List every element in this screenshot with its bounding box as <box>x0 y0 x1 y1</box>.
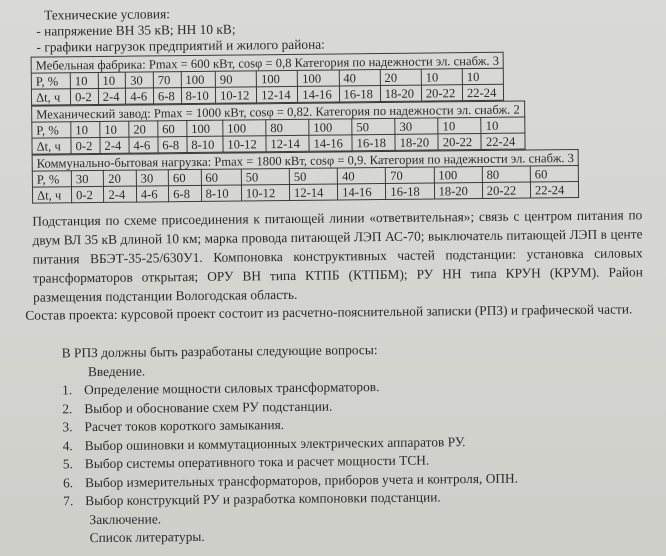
item-text: Определение мощности силовых трансформаторов. <box>84 379 380 398</box>
table-caption: Механический завод: Pmax = 1000 кВт, cosφ = 0,82. Категория по надежности эл. снабж. 2 <box>32 101 525 122</box>
item-text: Выбор конструкций РУ и разработка компоновки подстанции. <box>85 489 441 509</box>
table-cell: 2-4 <box>98 88 126 104</box>
table-cell: 2-4 <box>100 137 129 153</box>
item-number: 1. <box>62 382 73 398</box>
table-cell: 12-14 <box>257 86 298 102</box>
table-cell: 4-6 <box>136 186 169 202</box>
table-cell: 12-14 <box>289 184 337 201</box>
table-cell: 0-2 <box>71 186 104 202</box>
table-cell: 100 <box>298 70 339 86</box>
table-cell: 8-10 <box>187 136 223 152</box>
table-cell: 14-16 <box>309 135 352 151</box>
table-cell: 6-8 <box>153 88 181 104</box>
table-cell: 4-6 <box>129 137 158 153</box>
project-paragraph: Состав проекта: курсовой проект состоит из расчетно-пояснительной записки (РПЗ) и графической части. <box>25 301 633 323</box>
item-number: 7. <box>63 493 74 509</box>
item-text: Выбор и обоснование схем РУ подстанции. <box>84 398 333 416</box>
load-table-furniture <box>31 52 505 106</box>
conditions-graphs: - графики нагрузок предприятий и жилого района: <box>36 36 325 55</box>
table-cell: 18-20 <box>434 182 482 199</box>
row-label: P, % <box>32 122 71 138</box>
load-table-communal <box>32 149 580 204</box>
table-cell: 18-20 <box>380 85 421 101</box>
table-cell: 20 <box>380 69 421 85</box>
table-cell: 6-8 <box>158 137 187 153</box>
table-cell: 100 <box>434 166 482 183</box>
item-number: 4. <box>62 437 73 453</box>
table-cell: 10-12 <box>215 87 256 103</box>
row-label: Δt, ч <box>31 89 70 105</box>
rpz-contents <box>62 340 519 548</box>
table-cell: 40 <box>337 167 385 184</box>
load-table-mechanical <box>31 101 525 155</box>
table-cell: 2-4 <box>104 186 137 202</box>
table-cell: 100 <box>187 120 223 136</box>
conditions-title: Технические условия: <box>44 6 171 23</box>
table-cell: 70 <box>386 167 434 184</box>
table-cell: 100 <box>223 120 266 136</box>
table-cell: 20-22 <box>482 182 530 199</box>
table-cell: 10 <box>71 121 100 137</box>
table-cell: 30 <box>395 118 438 134</box>
item-number: 5. <box>62 456 73 472</box>
item-text: Расчет токов короткого замыкания. <box>84 417 285 435</box>
table-cell: 18-20 <box>395 134 438 150</box>
item-number: 6. <box>62 474 74 490</box>
table-cell: 20 <box>129 121 158 137</box>
table-cell: 70 <box>153 72 181 88</box>
table-cell: 22-24 <box>462 84 503 100</box>
item-text: Выбор измерительных трансформаторов, приборов учета и контроля, ОПН. <box>84 470 519 490</box>
table-cell: 10 <box>70 72 98 88</box>
table-cell: 50 <box>241 168 289 185</box>
table-cell: 20 <box>104 170 137 186</box>
conditions-voltage: - напряжение ВН 35 кВ; НН 10 кВ; <box>36 21 236 39</box>
table-cell: 90 <box>215 71 256 87</box>
conclusion-item: Заключение. <box>89 510 162 527</box>
table-cell: 16-18 <box>339 86 380 102</box>
table-cell: 4-6 <box>126 88 154 104</box>
table-cell: 10-12 <box>223 136 266 152</box>
rpz-intro: В РПЗ должны быть разработаны следующие вопросы: <box>61 342 378 361</box>
table-cell: 10 <box>100 121 129 137</box>
item-text: Выбор системы оперативного тока и расчет мощности ТСН. <box>84 452 430 472</box>
table-cell: 14-16 <box>298 86 339 102</box>
table-cell: 10 <box>481 117 524 133</box>
row-label: P, % <box>31 73 70 89</box>
table-cell: 8-10 <box>181 87 216 103</box>
table-cell: 0-2 <box>70 88 98 104</box>
table-cell: 30 <box>71 170 104 186</box>
table-cell: 100 <box>256 70 297 86</box>
table-cell: 50 <box>289 168 337 185</box>
table-cell: 100 <box>309 119 352 135</box>
table-caption: Мебельная фабрика: Pmax = 600 кВт, cosφ = 0,8 Категория по надежности эл. снабж. 3 <box>31 52 503 73</box>
intro-item: Введение. <box>87 363 146 379</box>
item-number: 3. <box>62 419 73 435</box>
row-label: Δt, ч <box>32 187 71 203</box>
item-text: Выбор ошиновки и коммутационных электрических аппаратов РУ. <box>84 433 466 453</box>
table-cell: 10 <box>421 69 462 85</box>
table-cell: 80 <box>266 119 309 135</box>
table-cell: 60 <box>530 165 579 182</box>
table-cell: 10 <box>462 68 503 84</box>
table-cell: 50 <box>352 118 395 134</box>
table-cell: 60 <box>168 169 201 185</box>
table-cell: 16-18 <box>386 183 434 200</box>
table-cell: 22-24 <box>481 133 524 149</box>
table-cell: 16-18 <box>352 134 395 150</box>
table-cell: 30 <box>126 72 154 88</box>
table-cell: 8-10 <box>201 185 241 201</box>
table-cell: 80 <box>482 166 530 183</box>
table-cell: 22-24 <box>530 181 579 198</box>
table-cell: 10-12 <box>241 184 289 201</box>
table-cell: 14-16 <box>338 183 386 200</box>
row-label: Δt, ч <box>32 138 71 154</box>
table-cell: 60 <box>158 121 187 137</box>
table-cell: 40 <box>339 70 380 86</box>
table-cell: 12-14 <box>266 135 309 151</box>
references-item: Список литературы. <box>89 528 205 546</box>
table-cell: 10 <box>98 72 126 88</box>
row-label: P, % <box>32 171 71 187</box>
table-caption: Коммунально-бытовая нагрузка: Pmax = 1800 кВт, cosφ = 0,9. Категория по надежности эл. снабж. 3 <box>32 149 578 171</box>
table-cell: 20-22 <box>421 85 462 101</box>
table-cell: 60 <box>201 169 241 185</box>
table-cell: 100 <box>181 71 216 87</box>
table-cell: 0-2 <box>71 137 100 153</box>
table-cell: 20-22 <box>438 133 481 149</box>
table-cell: 6-8 <box>169 185 202 201</box>
item-number: 2. <box>62 400 73 416</box>
substation-paragraph: Подстанция по схеме присоединения к питающей линии «ответвительная»; связь с центром питания по двум ВЛ 35 кВ длиной 10 км; марка провода питающей ЛЭП АС-70; выключатель питающей ЛЭП в центе питания ВБЭТ-35-25/630У1. Компоновка конструктивных частей подстанции: установка силовых трансформаторов открытая; ОРУ ВН типа КТПБ (КТПБМ); РУ НН типа КРУН (КРУМ). Район размещения подстанции Вологодская область. <box>32 207 643 305</box>
table-cell: 30 <box>136 170 169 186</box>
table-cell: 10 <box>438 117 481 133</box>
